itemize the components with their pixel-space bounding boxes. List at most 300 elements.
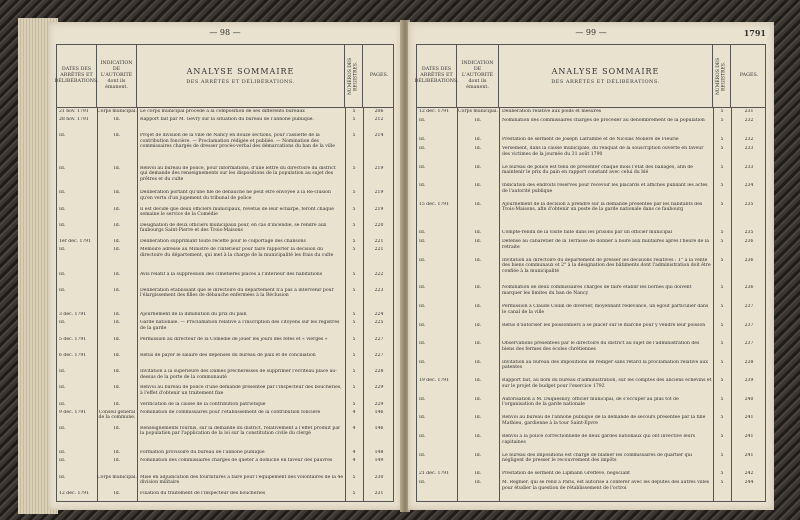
table-row — [417, 378, 765, 397]
table-row — [417, 118, 765, 137]
table-row — [417, 360, 765, 379]
row-date: Id. — [419, 257, 426, 263]
right-rows — [417, 107, 765, 501]
row-summary: Nomination des commissaires chargés de procéder au dénombrement de la population — [502, 118, 705, 124]
row-date: 9 déc. 1791 — [59, 409, 87, 415]
row-register-number: 5 — [352, 287, 356, 293]
row-page: 206 — [374, 109, 384, 114]
row-register-number: 4 — [352, 458, 356, 464]
table-row — [417, 137, 765, 146]
table-row — [57, 410, 393, 426]
row-summary: Mise en adjudication des fournitures à faire pour l'équipement des volontaires de la 4e division militaire — [140, 474, 344, 486]
row-page: 221 — [374, 239, 384, 244]
header-analyse — [499, 45, 713, 107]
table-row — [417, 453, 765, 472]
table-row — [57, 426, 393, 450]
row-summary: Invitation au bureau des impositions de rédiger sans retard la proclamation relative aux patentes — [502, 359, 708, 371]
row-register-number: 5 — [352, 239, 356, 244]
right-page-year: 1791 — [743, 28, 766, 38]
row-authority: Id. — [474, 239, 482, 244]
row-summary: Garde nationale. — Proclamation relative à l'inscription des citoyens sur les registres de la garde — [140, 320, 340, 331]
row-summary: Délibération établissant que le directoire du département n'a pas à intervenir pour l'élargissement des filles de débauche enfermées à la Réclusion — [140, 287, 334, 299]
row-summary: Vérification de la caisse de la contribution patriotique — [140, 401, 266, 407]
row-summary: Avis relatif à la suppression des cimetières placés à l'intérieur des habitations — [140, 271, 323, 277]
row-page: 146 — [374, 425, 384, 431]
row-register-number: 5 — [720, 109, 724, 114]
row-authority: Id. — [113, 117, 121, 123]
row-summary: Renvoi au bureau de l'annone publique de la demande de secours présentée par la fille Mathieu, gardienne à la tour Saint-Epvre — [502, 415, 706, 426]
row-page: 239 — [744, 378, 754, 384]
row-register-number: 5 — [720, 452, 724, 458]
row-authority: Id. — [474, 285, 482, 291]
row-date: Id. — [59, 206, 66, 212]
row-summary: Indication des endroits réservés pour recevoir les placards et affiches publiant les actes de l'autorité publique — [502, 183, 708, 194]
row-register-number: 4 — [352, 450, 356, 456]
row-date: 21 nov. 1791 — [59, 109, 89, 114]
row-summary: M. Régnier, qui se rend à Paris, est autorisé à conférer avec les députés des autres villes pour étudier la question de rétablissement de l'octroi — [502, 480, 710, 491]
row-page: 233 — [744, 146, 754, 152]
row-authority: Id. — [113, 133, 121, 139]
row-page: 244 — [744, 480, 754, 486]
row-register-number: 5 — [352, 109, 356, 114]
row-page: 219 — [374, 206, 384, 212]
row-authority: Id. — [474, 322, 482, 328]
row-date: Id. — [419, 396, 426, 402]
row-page: 240 — [744, 396, 754, 402]
header-analyse-sub: DES ARRÊTÉS ET DÉLIBÉRATIONS. — [186, 78, 295, 85]
row-page: 227 — [374, 352, 384, 358]
row-summary: Prestation de serment de Lipmann Greffeve, négociant — [502, 471, 630, 477]
row-summary: Le corps municipal procède à la composition de ses différents bureaux — [140, 109, 305, 114]
row-authority: Id. — [113, 490, 121, 496]
row-date: 15 déc. 1791 — [419, 201, 450, 207]
row-date: Id. — [59, 450, 66, 456]
left-page-number: — 98 — — [209, 28, 241, 37]
row-page: 241 — [744, 415, 754, 421]
header-dates: DATES DES ARRÊTÉS ET DÉLIBÉRATIONS. — [417, 45, 457, 107]
row-page: 224 — [374, 312, 384, 318]
row-page: 235 — [744, 229, 754, 235]
row-page: 232 — [744, 136, 754, 142]
table-row — [417, 183, 765, 202]
row-register-number: 5 — [720, 471, 724, 477]
row-register-number: 4 — [352, 409, 356, 415]
row-authority: Id. — [474, 480, 482, 486]
row-register-number: 5 — [720, 146, 724, 152]
row-date: Id. — [59, 369, 66, 374]
row-date: 6 déc. 1791 — [59, 352, 87, 358]
row-date: Id. — [59, 247, 66, 253]
table-row — [417, 239, 765, 258]
row-date: Id. — [59, 320, 66, 326]
row-summary: Fixation du traitement de l'inspecteur des boucheries — [140, 490, 266, 496]
left-page — [48, 22, 402, 510]
row-summary: Projet de division de la ville de Nancy en douze sections, pour l'assiette de la contribution foncière. — Proclamation rédigée et publiée. — Nomination des commissaires chargés de dresser procès-verbal des démarcations du ban de la ville — [140, 133, 335, 150]
row-authority: Id. — [113, 206, 121, 212]
row-authority: Id. — [474, 359, 482, 365]
row-authority: Id. — [474, 434, 482, 439]
row-date: Id. — [419, 452, 426, 458]
row-summary: Observations présentées par le directoire du district au sujet de l'administration des biens des fermes des écoles chrétiennes — [502, 341, 700, 352]
row-page: 227 — [374, 336, 384, 342]
header-analyse-title: ANALYSE SOMMAIRE — [551, 66, 660, 76]
row-authority: Id. — [474, 136, 482, 142]
table-row — [57, 223, 393, 239]
row-date: Id. — [419, 341, 426, 347]
row-summary: Prestation de serment de Joseph Laframbe et de Nicolas Molière de Fleurie — [502, 136, 679, 142]
row-page: 228 — [374, 369, 384, 374]
row-authority: Id. — [113, 190, 121, 196]
row-register-number: 5 — [720, 396, 724, 402]
row-summary: Refus de payer le salaire des dépenses du bureau de paix et de conciliation — [140, 352, 316, 358]
row-register-number: 5 — [352, 222, 356, 228]
row-register-number: 5 — [352, 190, 356, 196]
row-page: 236 — [744, 257, 754, 263]
row-authority: Corps municipal. — [458, 109, 498, 114]
table-row — [57, 109, 393, 117]
row-page: 236 — [744, 285, 754, 291]
row-date: Id. — [59, 133, 66, 139]
row-register-number: 5 — [720, 164, 724, 170]
row-page: 223 — [374, 287, 384, 293]
table-row — [57, 133, 393, 166]
row-authority: Id. — [113, 271, 121, 277]
row-register-number: 5 — [720, 359, 724, 365]
row-authority: Id. — [474, 229, 482, 235]
row-authority: Id. — [113, 458, 121, 464]
header-analyse — [137, 45, 345, 107]
row-authority: Corps municipal. — [97, 474, 137, 480]
row-date: 1er déc. 1791 — [59, 239, 92, 244]
row-date: Id. — [419, 146, 426, 152]
row-authority: Id. — [113, 320, 121, 326]
row-authority: Id. — [113, 247, 121, 253]
row-summary: Mémoire adressé au Ministre de l'intérieur pour faire rapporter la décision du directoire du département, qui met à la charge de la municipalité les frais du culte — [140, 247, 334, 258]
table-row — [417, 415, 765, 434]
table-row — [417, 165, 765, 184]
row-summary: Nomination des commissaires chargés de quêter à domicile en faveur des pauvres — [140, 458, 333, 464]
row-register-number: 5 — [352, 336, 356, 342]
row-page: 237 — [744, 304, 754, 309]
left-rows — [57, 107, 393, 501]
row-date: Id. — [419, 480, 426, 486]
row-authority: Id. — [113, 369, 121, 374]
row-summary: Permission au directeur de la Comédie de jouer les jours des fêtes et « vierges » — [140, 336, 328, 342]
row-summary: Autorisation à M. Duquesnoy, officier municipal, de s'occuper au plus tôt de l'organisation de la garde nationale — [502, 396, 679, 408]
row-page: 237 — [744, 341, 754, 347]
header-numeros: NUMÉROS DES REGISTRES. — [713, 45, 731, 107]
right-page-number: — 99 — — [575, 28, 607, 37]
row-authority: Id. — [474, 164, 482, 170]
row-page: 221 — [374, 247, 384, 253]
row-summary: Formation provisoire du bureau de l'annone publique — [140, 450, 265, 456]
row-authority: Id. — [474, 118, 482, 124]
table-row — [417, 258, 765, 286]
row-page: 219 — [374, 190, 384, 196]
header-analyse-title: ANALYSE SOMMAIRE — [186, 66, 295, 76]
right-table — [416, 44, 766, 502]
row-register-number: 5 — [352, 401, 356, 407]
row-page: 238 — [744, 359, 754, 365]
row-register-number: 5 — [352, 271, 356, 277]
row-register-number: 4 — [352, 425, 356, 431]
table-row — [57, 491, 393, 499]
row-page: 234 — [744, 183, 754, 189]
row-date: Id. — [419, 304, 426, 309]
row-page: 242 — [744, 471, 754, 477]
row-summary: Renseignements fournis, sur la demande du district, relativement à l'effet produit par la population par l'application de la loi sur la constitution civile du clergé — [140, 425, 341, 437]
row-page: 237 — [744, 322, 754, 328]
row-page: 241 — [744, 434, 754, 439]
table-row — [417, 230, 765, 239]
table-row — [57, 475, 393, 491]
row-summary: Rapport fait par M. Gevry sur la situation du bureau de l'annone publique. — [140, 117, 314, 123]
row-date: 19 déc. 1791 — [419, 378, 450, 384]
row-register-number: 5 — [352, 369, 356, 374]
row-summary: Défense au cabaretier de la Terrasse de donner à boire aux militaires après l'heure de la retraite — [502, 239, 709, 250]
row-authority: Id. — [474, 257, 482, 263]
left-table-header — [54, 45, 393, 108]
row-register-number: 5 — [720, 239, 724, 244]
row-date: 21 déc. 1791 — [419, 471, 450, 477]
row-register-number: 5 — [352, 474, 356, 480]
row-register-number: 5 — [720, 229, 724, 235]
table-row — [417, 397, 765, 416]
row-summary: Ajournement de la diminution du prix du pain — [140, 312, 247, 318]
table-row — [57, 385, 393, 401]
row-authority: Id. — [113, 312, 121, 318]
row-summary: Renvoi à la police correctionnelle de deux gardes nationaux qui ont invectivé leurs capitaines — [502, 434, 696, 445]
row-page: 212 — [374, 117, 384, 123]
row-register-number: 5 — [720, 183, 724, 189]
row-date: Id. — [419, 285, 426, 291]
row-register-number: 5 — [720, 341, 724, 347]
table-row — [57, 402, 393, 410]
row-summary: Rapport fait, au nom du bureau d'administration, sur les comptes des anciens échevins et sur le projet de budget pour l'exercice 1792 — [502, 378, 712, 389]
row-page: 214 — [374, 133, 384, 139]
row-page: 146 — [374, 409, 384, 415]
row-page: 149 — [374, 458, 384, 464]
row-register-number: 5 — [720, 480, 724, 486]
header-analyse-sub: DES ARRÊTÉS ET DÉLIBÉRATIONS. — [551, 78, 660, 85]
header-indication: INDICATION DE L'AUTORITÉ dont ils émanent. — [457, 45, 499, 107]
row-page: 225 — [374, 320, 384, 326]
header-dates: DATES DES ARRÊTÉS ET DÉLIBÉRATIONS. — [57, 45, 97, 107]
table-row — [417, 471, 765, 480]
left-table — [56, 44, 394, 502]
row-register-number: 5 — [352, 133, 356, 139]
row-register-number: 5 — [352, 117, 356, 123]
row-date: Id. — [59, 401, 66, 407]
table-row — [417, 480, 765, 499]
row-authority: Id. — [474, 183, 482, 189]
table-row — [57, 117, 393, 133]
table-row — [417, 341, 765, 360]
row-summary: Délibération portant qu'une file de débauche ne peut être envoyée à la Ré-clusion qu'en vertu d'un jugement du tribunal de police — [140, 190, 331, 201]
row-authority: Conseil général de la commune. — [98, 409, 136, 421]
row-summary: Invitation à la supérieure des Dames précheresses de supprimer l'écriteau placé au-dessus de la porte de la communauté — [140, 369, 337, 380]
right-page — [408, 22, 774, 510]
row-page: 236 — [744, 239, 754, 244]
table-row — [57, 166, 393, 190]
row-authority: Id. — [474, 378, 482, 384]
row-page: 231 — [374, 490, 384, 496]
row-date: 28 nov. 1791 — [59, 117, 89, 123]
row-register-number: 5 — [720, 285, 724, 291]
row-page: 235 — [744, 201, 754, 207]
header-pages: PAGES. — [369, 73, 389, 78]
row-page: 232 — [744, 118, 754, 124]
row-date: Id. — [419, 359, 426, 365]
row-register-number: 5 — [352, 385, 356, 391]
header-numeros: NUMÉROS DES REGISTRES. — [345, 45, 363, 107]
table-row — [57, 207, 393, 223]
row-register-number: 5 — [720, 415, 724, 421]
row-date: Id. — [59, 190, 66, 196]
row-date: Id. — [59, 425, 66, 431]
table-row — [57, 458, 393, 474]
row-authority: Id. — [474, 471, 482, 477]
row-summary: Il est décidé que deux officiers municipaux, revêtus de leur écharpe, feront chaque semaine le service de la Comédie — [140, 206, 334, 217]
header-indication: INDICATION DE L'AUTORITÉ dont ils émanent. — [97, 45, 137, 107]
table-row — [417, 146, 765, 165]
row-summary: Délibération supprimant toute recette pour le colportage des chansons — [140, 239, 306, 244]
row-date: Id. — [419, 229, 426, 235]
row-page: 241 — [744, 452, 754, 458]
table-row — [57, 239, 393, 247]
row-date: Id. — [59, 287, 66, 293]
row-authority: Id. — [113, 336, 121, 342]
row-summary: Délibération relative aux poids et mesures — [502, 109, 602, 114]
row-register-number: 5 — [720, 322, 724, 328]
row-date: Id. — [59, 458, 66, 464]
row-summary: Renvoi au bureau de police, pour informations, d'une lettre du directoire du district qui demande des renseignements sur les dispositions de la population au sujet des prêtres et du culte — [140, 165, 336, 182]
table-row — [57, 337, 393, 353]
table-row — [57, 190, 393, 206]
row-date: Id. — [419, 118, 426, 124]
row-register-number: 5 — [720, 118, 724, 124]
row-authority: Id. — [474, 201, 482, 207]
row-register-number: 5 — [720, 257, 724, 263]
row-date: Id. — [419, 183, 426, 189]
row-authority: Id. — [113, 287, 121, 293]
row-register-number: 5 — [720, 434, 724, 439]
row-summary: Le bureau de police est tenu de présenter chaque mois l'état des ballages, afin de maintenir le prix du pain en rapport constant avec celui du blé — [502, 164, 694, 176]
row-summary: Permission à Claude Collin de diverser, moyennant redevance, un égout particulier dans le canal de la ville — [502, 304, 709, 315]
table-row — [57, 288, 393, 312]
row-summary: Invitation au directoire du département de presser les décisions relatives : 1° à la vente des biens communaux et 2° à la désignation des bâtiments dont l'administration doit être confiée à la municipalité — [502, 257, 711, 274]
row-authority: Corps municipal. — [97, 109, 137, 114]
right-table-header — [414, 45, 765, 108]
row-page: 222 — [374, 271, 384, 277]
table-row — [57, 320, 393, 336]
table-row — [417, 202, 765, 230]
row-register-number: 5 — [720, 304, 724, 309]
row-summary: Désignation de deux officiers municipaux pour, en cas d'incendie, se rendre aux faubourgs Saint-Pierre et des Trois-Maisons — [140, 222, 327, 234]
row-summary: Compte-rendu de la visite faite dans les prisons par un officier municipal — [502, 229, 673, 235]
table-row — [57, 369, 393, 385]
row-date: Id. — [419, 164, 426, 170]
row-register-number: 5 — [352, 165, 356, 171]
row-page: 231 — [744, 109, 754, 114]
row-authority: Id. — [113, 352, 121, 358]
row-page: 230 — [374, 474, 384, 480]
row-authority: Id. — [113, 165, 121, 171]
row-page: 220 — [374, 222, 384, 228]
row-date: Id. — [419, 136, 426, 142]
row-authority: Id. — [474, 146, 482, 152]
row-page: 229 — [374, 401, 384, 407]
row-date: Id. — [419, 434, 426, 439]
row-authority: Id. — [113, 239, 121, 244]
table-row — [57, 312, 393, 320]
table-row — [417, 285, 765, 304]
row-register-number: 5 — [720, 136, 724, 142]
table-row — [417, 323, 765, 342]
row-register-number: 5 — [352, 320, 356, 326]
row-date: 12 déc. 1791 — [59, 490, 90, 496]
row-authority: Id. — [474, 415, 482, 421]
row-authority: Id. — [113, 401, 121, 407]
row-date: Id. — [59, 165, 66, 171]
row-date: 3 déc. 1791 — [59, 312, 87, 318]
row-authority: Id. — [474, 304, 482, 309]
row-authority: Id. — [113, 425, 121, 431]
row-date: Id. — [59, 474, 66, 480]
row-register-number: 5 — [352, 206, 356, 212]
row-date: 5 déc. 1791 — [59, 336, 87, 342]
row-register-number: 5 — [352, 247, 356, 253]
row-authority: Id. — [474, 452, 482, 458]
row-summary: Renvoi au bureau de police d'une demande présentée par l'inspecteur des boucheries, à l'effet d'obtenir un traitement fixe — [140, 385, 342, 396]
right-page-header — [408, 28, 774, 40]
row-register-number: 5 — [720, 378, 724, 384]
row-page: 219 — [374, 165, 384, 171]
table-row — [57, 247, 393, 271]
table-row — [57, 450, 393, 458]
row-summary: Versement, dans la caisse municipale, du reliquat de la souscription ouverte en faveur des victimes de la journée du 31 août 1790 — [502, 146, 704, 157]
row-summary: Refus d'autoriser les poissonniers à se placer sur le marché pour y vendre leur poisson — [502, 322, 706, 328]
row-date: Id. — [59, 222, 66, 228]
row-date: Id. — [419, 239, 426, 244]
row-register-number: 5 — [352, 490, 356, 496]
row-authority: Id. — [474, 396, 482, 402]
row-date: 12 déc. 1791 — [419, 109, 450, 114]
row-summary: Le bureau des impositions est chargé de blâmer les commissaires de quartier qui négligent de presser le recouvrement des impôts — [502, 452, 693, 464]
row-page: 233 — [744, 164, 754, 170]
row-authority: Id. — [474, 341, 482, 347]
row-summary: Nomination de deux commissaires chargés de faire établir les bornes qui doivent marquer les limites du ban de Nancy — [502, 285, 692, 296]
table-row — [417, 434, 765, 453]
table-row — [57, 353, 393, 369]
row-summary: Ajournement de la décision à prendre sur la demande présentée par les habitants des Trois-Maisons, afin d'obtenir un poste de la garde nationale dans ce faubourg — [502, 201, 703, 213]
row-page: 148 — [374, 450, 384, 456]
row-summary: Nomination de commissaires pour l'établissement de la contribution foncière — [140, 409, 321, 415]
row-page: 229 — [374, 385, 384, 391]
row-register-number: 5 — [720, 201, 724, 207]
row-date: Id. — [59, 271, 66, 277]
header-pages: PAGES. — [739, 73, 759, 78]
row-authority: Id. — [113, 450, 121, 456]
row-authority: Id. — [113, 385, 121, 391]
row-date: Id. — [59, 385, 66, 391]
row-authority: Id. — [113, 222, 121, 228]
row-register-number: 5 — [352, 312, 356, 318]
table-row — [417, 304, 765, 323]
row-register-number: 5 — [352, 352, 356, 358]
table-row — [57, 272, 393, 288]
row-date: Id. — [419, 415, 426, 421]
